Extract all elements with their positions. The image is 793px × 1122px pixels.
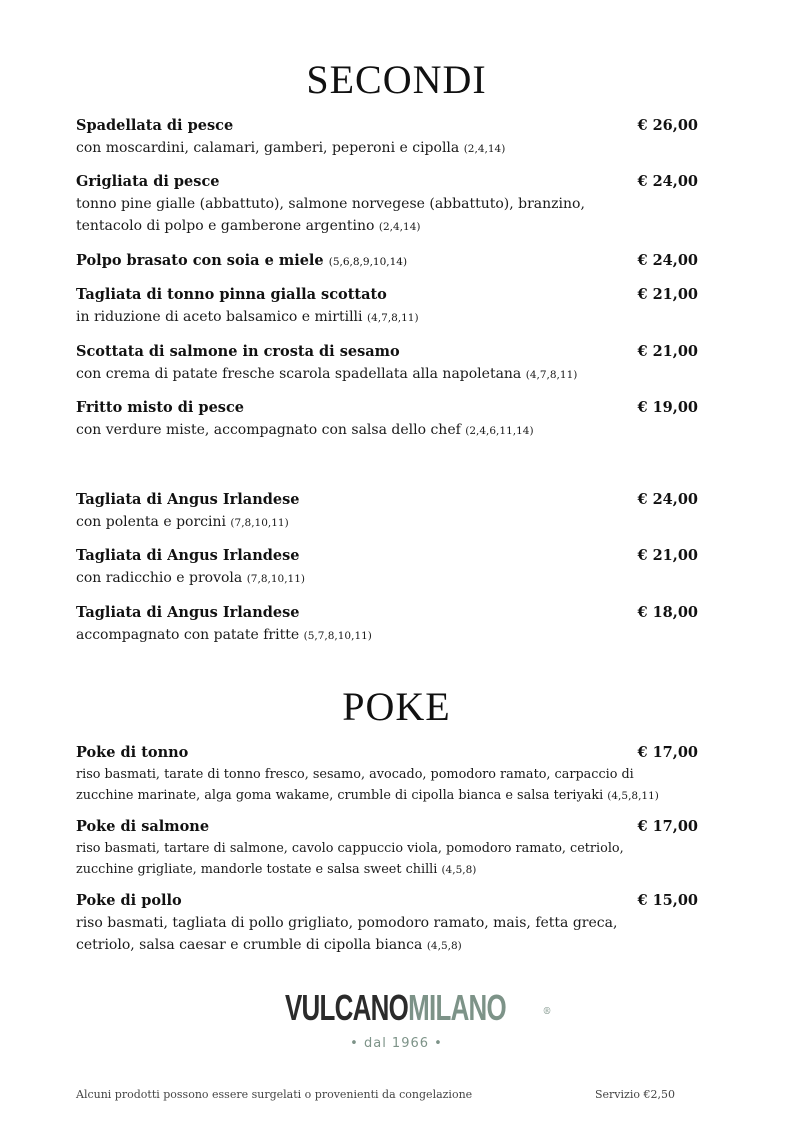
item-description: con moscardini, calamari, gamberi, peperoni e cipolla	[76, 140, 460, 156]
item-price: € 24,00	[637, 173, 698, 190]
item-price: € 15,00	[637, 892, 698, 909]
menu-item	[76, 171, 698, 238]
item-name: Tagliata di tonno pinna gialla scottato	[76, 286, 387, 303]
item-price: € 18,00	[637, 604, 698, 621]
footer-service-charge: Servizio €2,50	[595, 1088, 675, 1101]
logo-wordmark	[284, 988, 505, 1028]
item-name: Tagliata di Angus Irlandese	[76, 604, 300, 621]
item-allergens: (4,5,8)	[441, 864, 477, 876]
item-price: € 21,00	[637, 343, 698, 360]
item-description: con verdure miste, accompagnato con salsa dello chef	[76, 422, 461, 438]
item-description-line2: cetriolo, salsa caesar e crumble di cipolla bianca	[76, 937, 423, 953]
item-name: Polpo brasato con soia e miele	[76, 252, 324, 269]
item-price: € 21,00	[637, 547, 698, 564]
item-description: con crema di patate fresche scarola spadellata alla napoletana	[76, 366, 522, 382]
item-price: € 24,00	[637, 252, 698, 269]
item-description: accompagnato con patate fritte	[76, 627, 300, 643]
item-description-line2: zucchine marinate, alga goma wakame, crumble di cipolla bianca e salsa teriyaki	[76, 788, 604, 803]
logo-word-light: MILANO	[407, 987, 506, 1028]
item-name: Poke di pollo	[76, 892, 182, 909]
item-name: Fritto misto di pesce	[76, 399, 245, 416]
section-title-poke: POKE	[342, 684, 451, 729]
item-name: Tagliata di Angus Irlandese	[76, 547, 300, 564]
item-description: con radicchio e provola	[76, 570, 243, 586]
item-description: riso basmati, tarate di tonno fresco, sesamo, avocado, pomodoro ramato, carpaccio di	[76, 767, 634, 782]
item-allergens: (5,7,8,10,11)	[303, 630, 372, 642]
item-description: in riduzione di aceto balsamico e mirtilli	[76, 309, 363, 325]
item-description: riso basmati, tagliata di pollo grigliato, pomodoro ramato, mais, fetta greca,	[76, 915, 618, 931]
menu-item	[76, 284, 698, 329]
menu-item	[76, 489, 698, 534]
item-price: € 19,00	[637, 399, 698, 416]
menu-item	[76, 545, 698, 590]
item-name: Poke di salmone	[76, 818, 210, 835]
item-allergens: (4,5,8,11)	[607, 790, 659, 802]
section-title-secondi: SECONDI	[306, 57, 487, 102]
menu-item	[76, 115, 698, 160]
item-allergens: (2,4,14)	[378, 221, 421, 233]
item-price: € 17,00	[637, 818, 698, 835]
item-price: € 21,00	[637, 286, 698, 303]
logo-word-dark: VULCANO	[284, 987, 408, 1028]
item-allergens: (4,7,8,11)	[366, 312, 419, 324]
item-allergens: (2,4,14)	[463, 143, 506, 155]
menu-item	[76, 397, 698, 442]
menu-item	[76, 341, 698, 386]
item-price: € 24,00	[637, 491, 698, 508]
item-allergens: (4,7,8,11)	[525, 369, 578, 381]
item-name: Tagliata di Angus Irlandese	[76, 491, 300, 508]
logo-tagline: • dal 1966 •	[350, 1036, 443, 1051]
menu-item	[76, 250, 698, 272]
item-description-line2: zucchine grigliate, mandorle tostate e salsa sweet chilli	[76, 862, 438, 877]
item-name: Grigliata di pesce	[76, 173, 220, 190]
menu-item	[76, 602, 698, 647]
menu-item	[76, 816, 698, 881]
item-price: € 17,00	[637, 744, 698, 761]
item-allergens: (7,8,10,11)	[246, 573, 305, 585]
menu-item	[76, 742, 698, 807]
item-price: € 26,00	[637, 117, 698, 134]
footer-note: Alcuni prodotti possono essere surgelati o provenienti da congelazione	[76, 1088, 473, 1101]
item-description-line2: tentacolo di polpo e gamberone argentino	[76, 218, 375, 234]
item-name: Scottata di salmone in crosta di sesamo	[76, 343, 400, 360]
item-name: Spadellata di pesce	[76, 117, 234, 134]
menu-item	[76, 890, 698, 957]
item-name: Poke di tonno	[76, 744, 189, 761]
registered-mark: ®	[542, 1006, 552, 1017]
item-allergens: (4,5,8)	[426, 940, 462, 952]
item-description: con polenta e porcini	[76, 514, 226, 530]
item-allergens: (2,4,6,11,14)	[465, 425, 534, 437]
item-allergens: (5,6,8,9,10,14)	[328, 256, 408, 268]
item-allergens: (7,8,10,11)	[230, 517, 289, 529]
item-description: riso basmati, tartare di salmone, cavolo cappuccio viola, pomodoro ramato, cetriolo,	[76, 841, 624, 856]
vulcano-milano-logo	[0, 988, 793, 1051]
item-description: tonno pine gialle (abbattuto), salmone norvegese (abbattuto), branzino,	[76, 196, 585, 212]
